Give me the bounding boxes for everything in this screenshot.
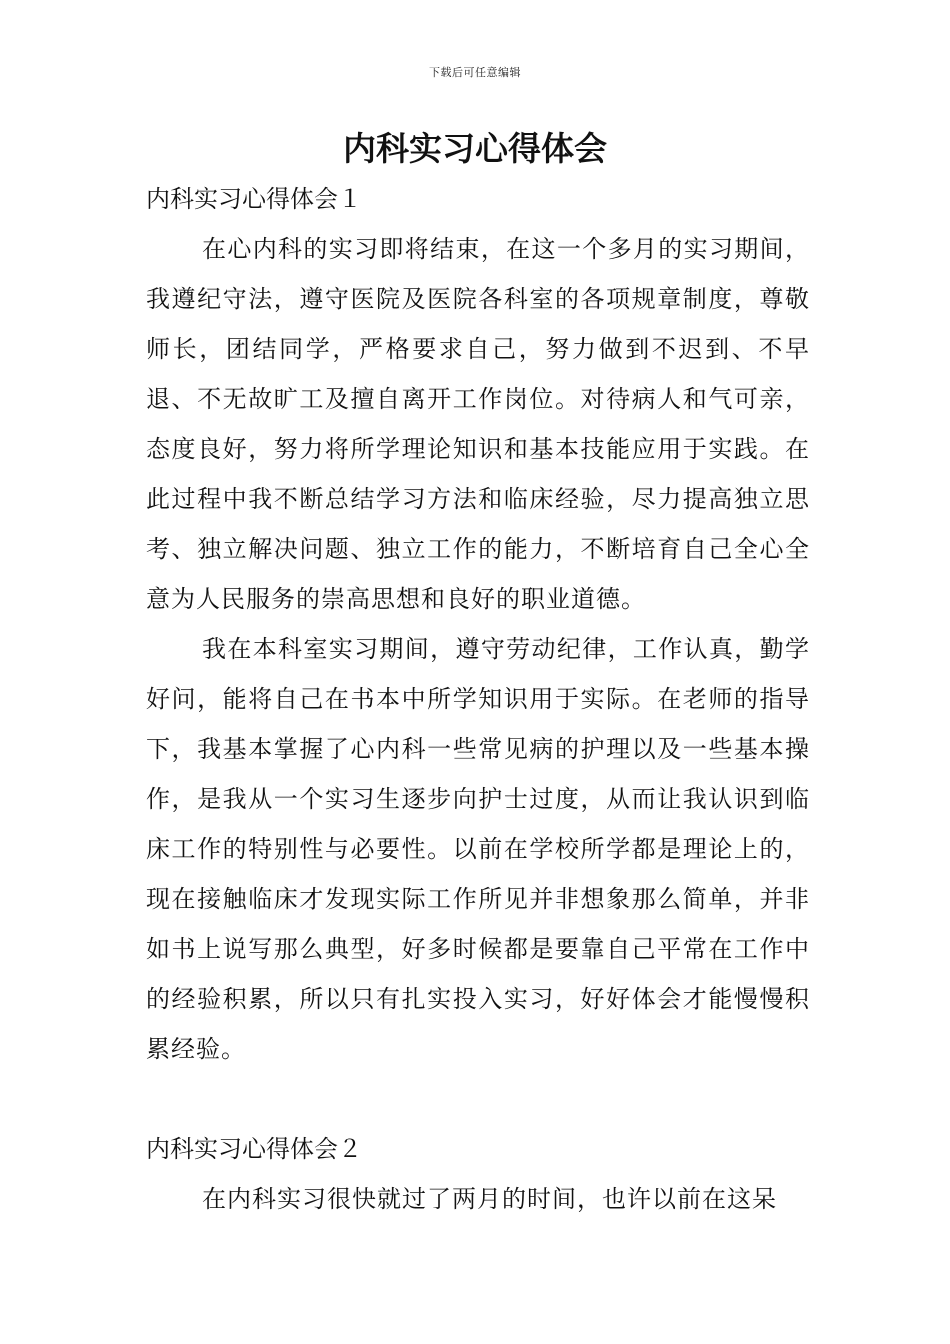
header-note: 下载后可任意编辑	[429, 66, 521, 79]
section-spacer	[146, 1074, 810, 1124]
paragraph-1-2: 我在本科室实习期间，遵守劳动纪律，工作认真，勤学好问，能将自己在书本中所学知识用于实际。在老师的指导下，我基本掌握了心内科一些常见病的护理以及一些基本操作，是我从一个实习生逐步向护士过度，从而让我认识到临床工作的特别性与必要性。以前在学校所学都是理论上的，现在接触临床才发现实际工作所见并非想象那么简单，并非如书上说写那么典型，好多时候都是要靠自己平常在工作中的经验积累，所以只有扎实投入实习，好好体会才能慢慢积累经验。	[146, 635, 810, 1063]
paragraph-2-1: 在内科实习很快就过了两月的时间，也许以前在这呆	[202, 1185, 777, 1213]
document-title: 内科实习心得体会	[343, 129, 607, 168]
section-heading-1: 内科实习心得体会１	[146, 185, 362, 213]
section-heading-2: 内科实习心得体会２	[146, 1135, 362, 1163]
document-body	[146, 174, 810, 1224]
paragraph-1-1: 在心内科的实习即将结束，在这一个多月的实习期间，我遵纪守法，遵守医院及医院各科室的各项规章制度，尊敬师长，团结同学，严格要求自己，努力做到不迟到、不早退、不无故旷工及擅自离开工作岗位。对待病人和气可亲，态度良好，努力将所学理论知识和基本技能应用于实践。在此过程中我不断总结学习方法和临床经验，尽力提高独立思考、独立解决问题、独立工作的能力，不断培育自己全心全意为人民服务的崇高思想和良好的职业道德。	[146, 235, 810, 613]
